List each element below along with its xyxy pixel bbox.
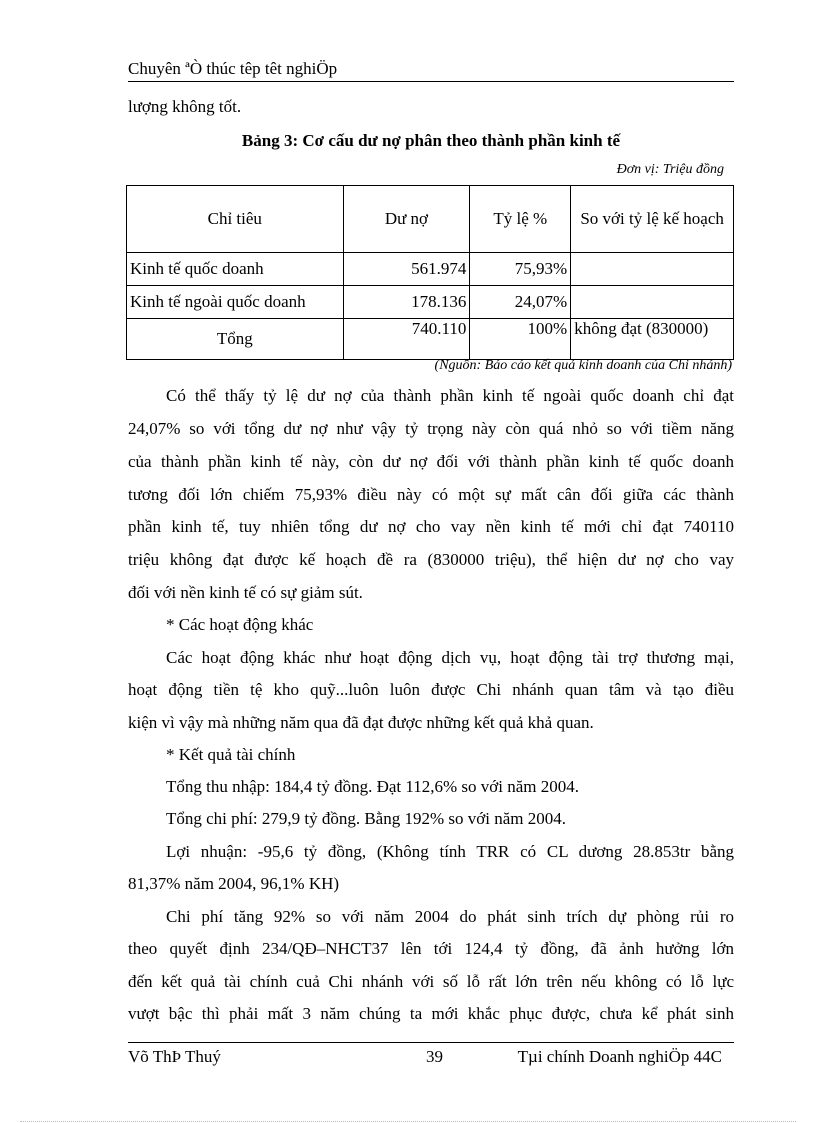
- debt-structure-table: [126, 185, 734, 360]
- paragraph-line: kiện vì vậy mà những năm qua đã đạt được những kết quả khả quan.: [128, 713, 594, 732]
- table-cell: 100%: [470, 319, 571, 360]
- table-cell: [571, 286, 734, 319]
- paragraph-line: phần kinh tế, tuy nhiên tổng dư nợ cho vay nền kinh tế mới chỉ đạt 740110: [128, 517, 734, 536]
- paragraph-line: Chi phí tăng 92% so với năm 2004 do phát sinh trích dự phòng rủi ro: [166, 907, 734, 926]
- table-cell: 740.110: [343, 319, 470, 360]
- unit-note: Đơn vị: Triệu đồng: [616, 162, 724, 177]
- paragraph-line: Các hoạt động khác như hoạt động dịch vụ, hoạt động tài trợ thương mại,: [166, 648, 734, 667]
- paragraph-line: Tổng thu nhập: 184,4 tỷ đồng. Đạt 112,6% so với năm 2004.: [166, 777, 580, 796]
- table-cell: Kinh tế quốc doanh: [127, 253, 344, 286]
- paragraph-line: Tổng chi phí: 279,9 tỷ đồng. Bằng 192% so với năm 2004.: [166, 809, 566, 828]
- footer-author: Võ ThÞ Thuý: [128, 1047, 221, 1066]
- section-heading: * Kết quả tài chính: [166, 745, 296, 764]
- table-header-row: [127, 186, 734, 253]
- header-cell: So với tỷ lệ kế hoạch: [571, 186, 734, 253]
- source-note: (Nguồn: Báo cáo kết quả kinh doanh của Chi nhánh): [434, 358, 732, 373]
- table-cell: 75,93%: [470, 253, 571, 286]
- table-title: Bảng 3: Cơ cấu dư nợ phân theo thành phần kinh tế: [241, 131, 621, 150]
- table-cell: không đạt (830000): [571, 319, 734, 360]
- page-footer: [128, 1042, 734, 1066]
- paragraph-line: 24,07% so với tổng dư nợ như vậy tỷ trọng này còn quá nhỏ so với tiềm năng: [128, 419, 734, 438]
- table-cell: [571, 253, 734, 286]
- page-number: 39: [426, 1047, 443, 1066]
- paragraph-line: vượt bậc thì phải mất 3 năm chúng ta mới khắc phục được, chưa kể phát sinh: [128, 1004, 734, 1023]
- table-cell: 561.974: [343, 253, 470, 286]
- table-row: [127, 286, 734, 319]
- table-cell: Kinh tế ngoài quốc doanh: [127, 286, 344, 319]
- paragraph-line: Có thể thấy tỷ lệ dư nợ của thành phần kinh tế ngoài quốc doanh chỉ đạt: [166, 386, 734, 405]
- header-text: Chuyên ªÒ thúc têp têt nghiÖp: [128, 59, 338, 78]
- paragraph-line: của thành phần kinh tế này, còn dư nợ đối với thành phần kinh tế quốc doanh: [128, 452, 734, 471]
- table-cell: Tổng: [127, 319, 344, 360]
- paragraph-line: 81,37% năm 2004, 96,1% KH): [128, 874, 340, 893]
- header-cell: Tỷ lệ %: [470, 186, 571, 253]
- table-row: [127, 253, 734, 286]
- paragraph-line: tương đối lớn chiếm 75,93% điều này có một sự mất cân đối giữa các thành: [128, 485, 734, 504]
- table-cell: 24,07%: [470, 286, 571, 319]
- table-total-row: [127, 319, 734, 360]
- paragraph-line: triệu không đạt được kế hoạch đề ra (830000 triệu), thể hiện dư nợ cho vay: [128, 550, 734, 569]
- paragraph-line: Lợi nhuận: -95,6 tỷ đồng, (Không tính TRR có CL dương 28.853tr bằng: [166, 842, 734, 861]
- paragraph-line: đối với nền kinh tế có sự giảm sút.: [128, 583, 363, 602]
- paragraph-line: theo quyết định 234/QĐ–NHCT37 lên tới 124,4 tỷ đồng, đã ảnh hưởng lớn: [128, 939, 734, 958]
- paragraph-line: hoạt động tiền tệ kho quỹ...luôn luôn được Chi nhánh quan tâm và tạo điều: [128, 680, 734, 699]
- paragraph-line: đến kết quả tài chính cuả Chi nhánh với số lỗ rất lớn trên nếu không có lỗ lực: [128, 972, 734, 991]
- page-header: [128, 59, 734, 82]
- intro-line: lượng không tốt.: [128, 97, 242, 116]
- header-cell: Chỉ tiêu: [127, 186, 344, 253]
- footer-class: Tµi chính Doanh nghiÖp 44C: [517, 1047, 722, 1066]
- section-heading: * Các hoạt động khác: [166, 615, 314, 634]
- header-cell: Dư nợ: [343, 186, 470, 253]
- table-cell: 178.136: [343, 286, 470, 319]
- page-edge-divider: [20, 1121, 796, 1122]
